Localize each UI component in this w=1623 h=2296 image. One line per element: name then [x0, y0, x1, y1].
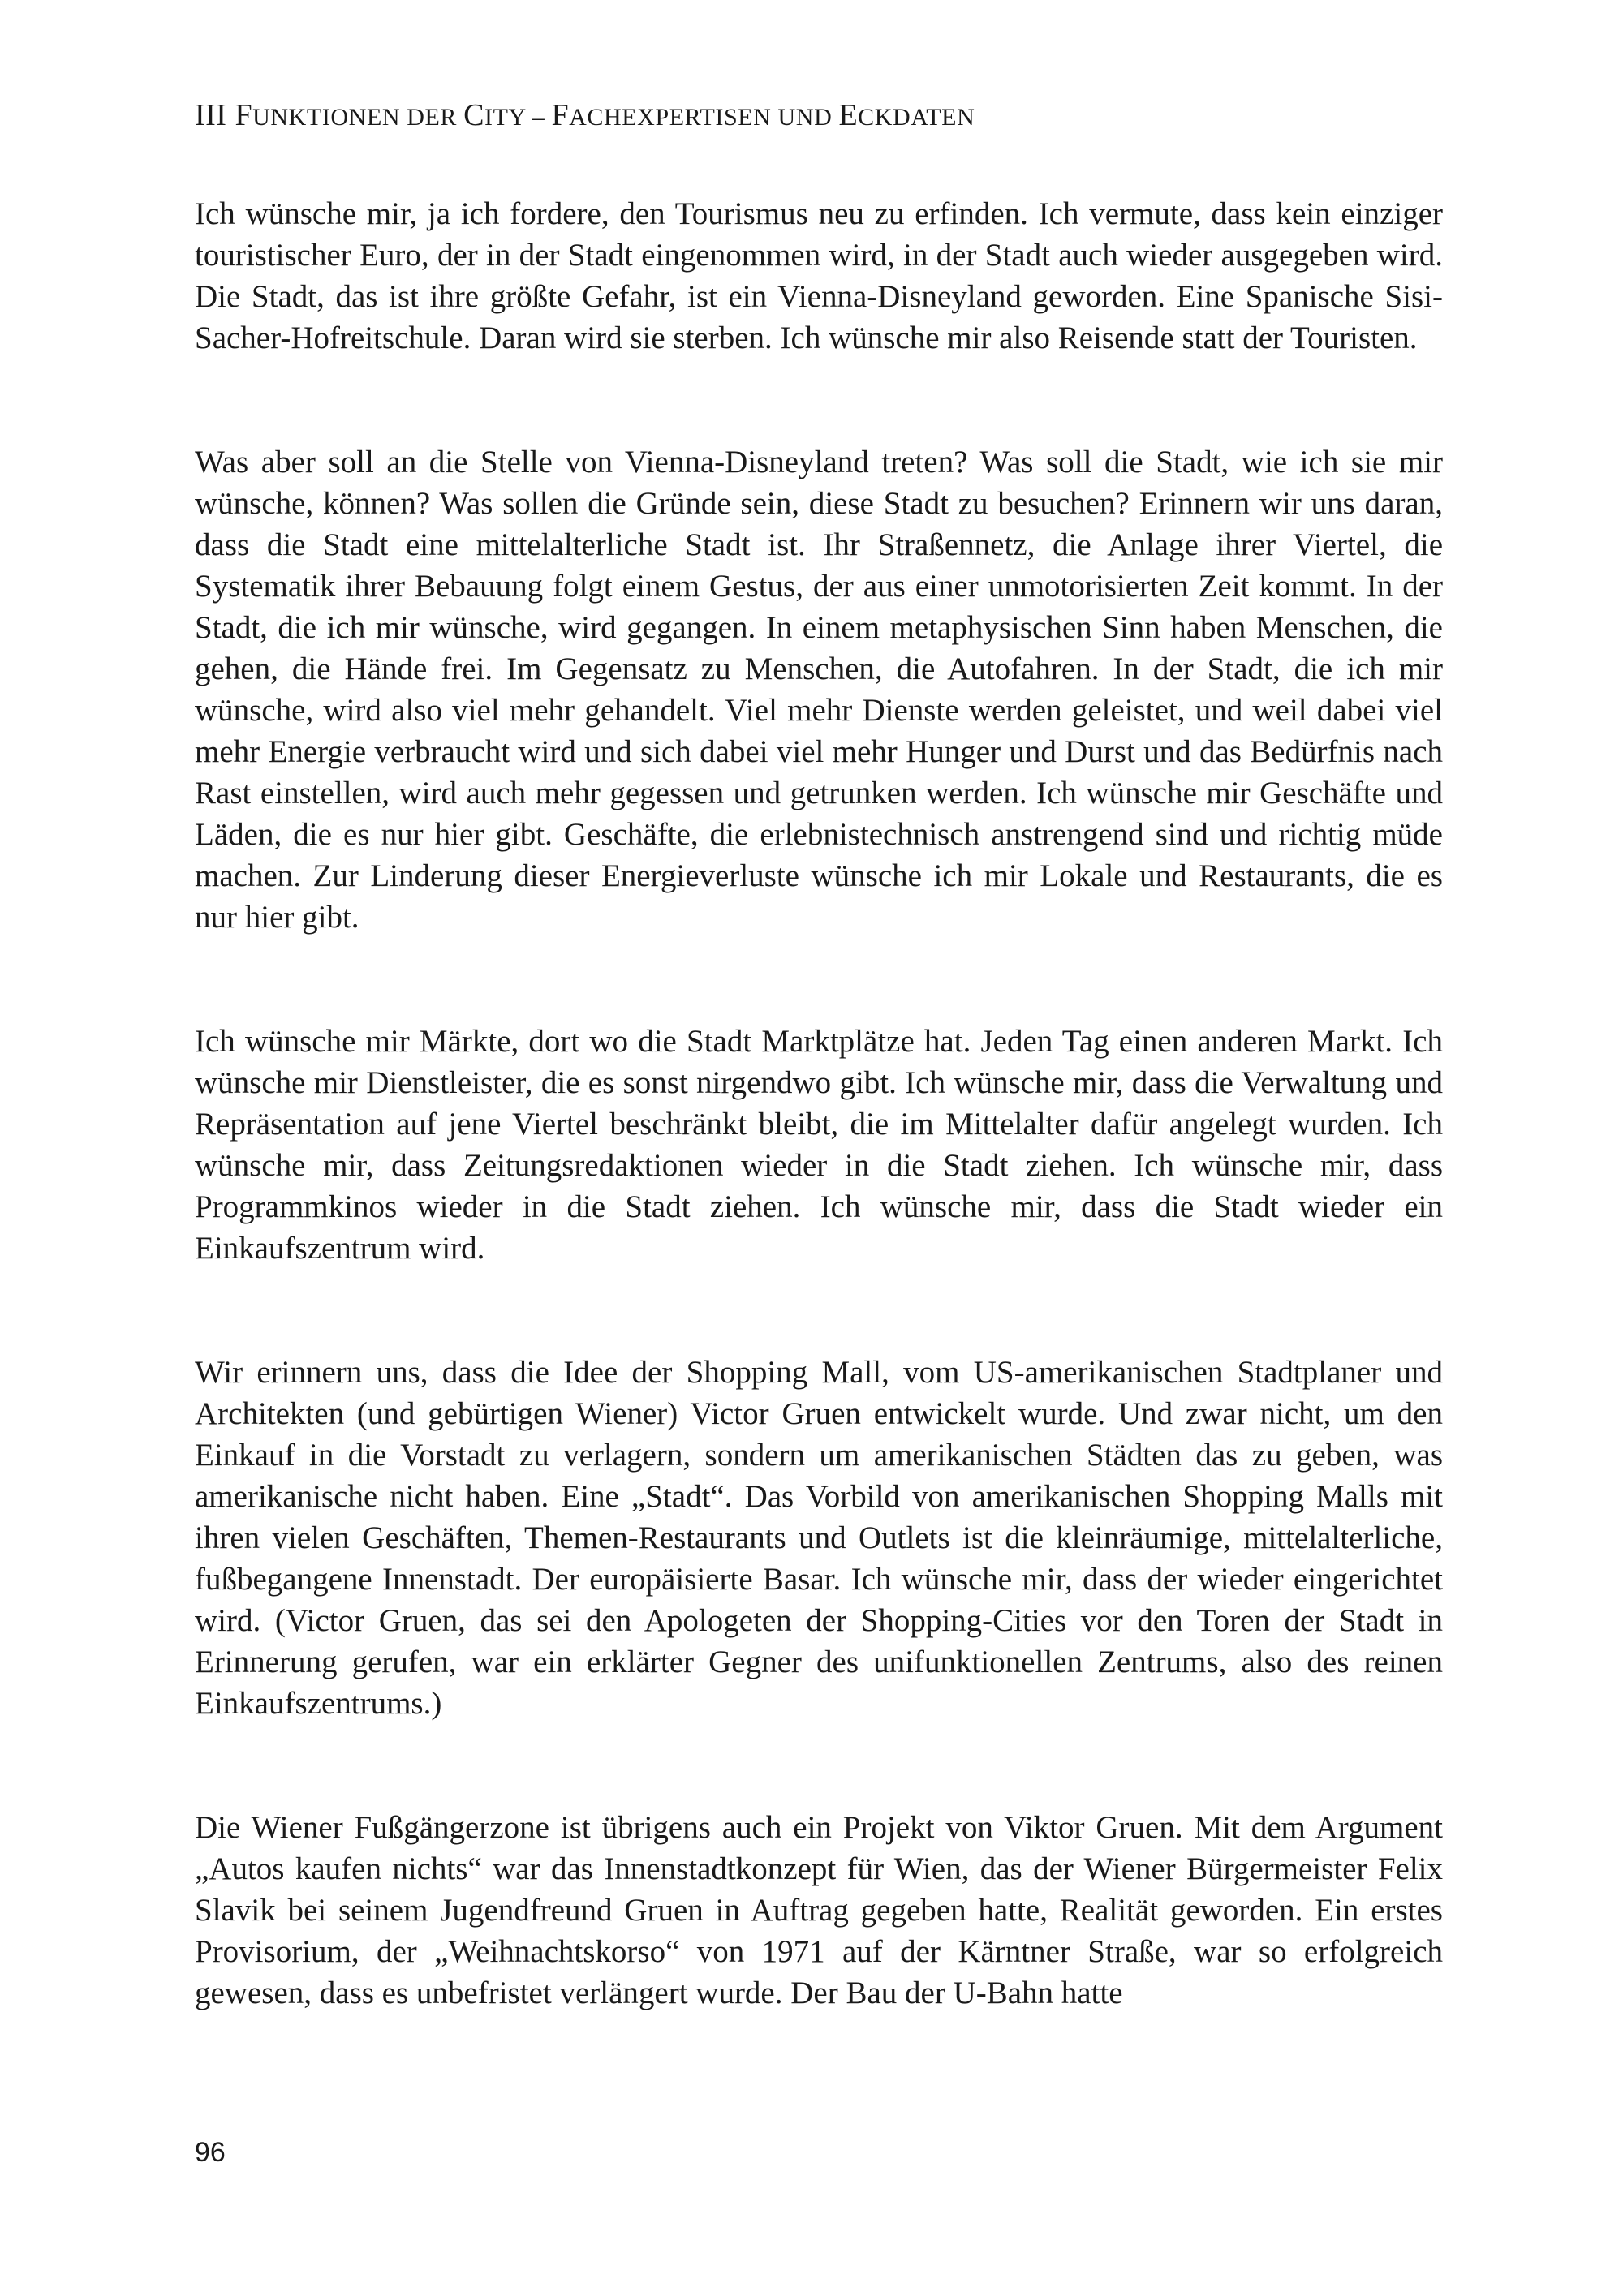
body-text [195, 193, 1443, 2014]
page-number: 96 [195, 2137, 226, 2168]
running-head-part3-cap: F [551, 98, 570, 132]
paragraph-4: Wir erinnern uns, dass die Idee der Shopping Mall, vom US-amerikanischen Stadtplaner und Architekten (und gebürtigen Wiener) Victor Gruen entwickelt wurde. Und zwar nicht, um den Einkauf in die Vorstadt zu verlagern, sondern um amerikanischen Städten das zu geben, was amerikanische nicht haben. Eine „Stadt“. Das Vorbild von amerikanischen Shopping Malls mit ihren vielen Geschäften, Themen-Restaurants und Outlets ist die kleinräumige, mittelalterliche, fußbegangene Innenstadt. Der europäisierte Basar. Ich wünsche mir, dass der wieder eingerichtet wird. (Victor Gruen, das sei den Apologeten der Shopping-Cities vor den Toren der Stadt in Erinnerung gerufen, war ein erklärter Gegner des unifunktionellen Zentrums, also des reinen Einkaufszentrums.) [195, 1355, 1443, 1721]
paragraph-5: Die Wiener Fußgängerzone ist übrigens auch ein Projekt von Viktor Gruen. Mit dem Argument „Autos kaufen nichts“ war das Innenstadtkonzept für Wien, das der Wiener Bürgermeister Felix Slavik bei seinem Jugendfreund Gruen in Auftrag gegeben hatte, Realität geworden. Ein erstes Provisorium, der „Weihnachtskorso“ von 1971 auf der Kärntner Straße, war so erfolgreich gewesen, dass es unbefristet verlängert wurde. Der Bau der U-Bahn hatte [195, 1810, 1443, 2010]
running-head [195, 97, 1444, 133]
running-head-part1-cap: III F [195, 98, 253, 132]
running-head-part1-sc: UNKTIONEN DER [252, 104, 464, 131]
running-head-part4-cap: E [838, 98, 859, 132]
running-head-part4-sc: CKDATEN [858, 104, 975, 131]
paragraph-1: Ich wünsche mir, ja ich fordere, den Tourismus neu zu erfinden. Ich vermute, dass kein einziger touristischer Euro, der in der Stadt eingenommen wird, in der Stadt auch wieder ausgegeben wird. Die Stadt, das ist ihre größte Gefahr, ist ein Vienna-Disneyland geworden. Eine Spanische Sisi-Sacher-Hofreitschule. Daran wird sie sterben. Ich wünsche mir also Reisende statt der Touristen. [195, 196, 1443, 355]
running-head-part2-cap: C [463, 98, 484, 132]
paragraph-2: Was aber soll an die Stelle von Vienna-Disneyland treten? Was soll die Stadt, wie ich sie mir wünsche, können? Was sollen die Gründe sein, diese Stadt zu besuchen? Erinnern wir uns daran, dass die Stadt eine mittelalterliche Stadt ist. Ihr Straßennetz, die Anlage ihrer Viertel, die Systematik ihrer Bebauung folgt einem Gestus, der aus einer unmotorisierten Zeit kommt. In der Stadt, die ich mir wünsche, wird gegangen. In einem metaphysischen Sinn haben Menschen, die gehen, die Hände frei. Im Gegensatz zu Menschen, die Autofahren. In der Stadt, die ich mir wünsche, wird also viel mehr gehandelt. Viel mehr Dienste werden geleistet, und weil dabei viel mehr Energie verbraucht wird und sich dabei viel mehr Hunger und Durst und das Bedürfnis nach Rast einstellen, wird auch mehr gegessen und getrunken werden. Ich wünsche mir Geschäfte und Läden, die es nur hier gibt. Geschäfte, die erlebnistechnisch anstrengend sind und richtig müde machen. Zur Linderung dieser Energieverluste wünsche ich mir Lokale und Restaurants, die es nur hier gibt. [195, 445, 1443, 935]
running-head-part2-sc: ITY – [484, 104, 552, 131]
running-head-part3-sc: ACHEXPERTISEN UND [569, 104, 839, 131]
paragraph-3: Ich wünsche mir Märkte, dort wo die Stadt Marktplätze hat. Jeden Tag einen anderen Markt. Ich wünsche mir Dienstleister, die es sonst nirgendwo gibt. Ich wünsche mir, dass die Verwaltung und Repräsentation auf jene Viertel beschränkt bleibt, die im Mittelalter dafür angelegt wurden. Ich wünsche mir, dass Zeitungsredaktionen wieder in die Stadt ziehen. Ich wünsche mir, dass Programmkinos wieder in die Stadt ziehen. Ich wünsche mir, dass die Stadt wieder ein Einkaufszentrum wird. [195, 1024, 1443, 1266]
